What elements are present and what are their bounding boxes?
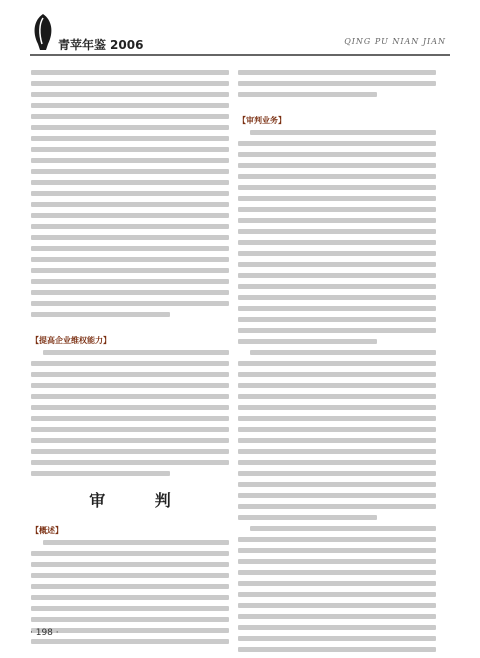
left-column bbox=[31, 70, 229, 650]
page-number: · 198 · bbox=[30, 628, 59, 638]
paragraph-administrative-trials bbox=[238, 526, 436, 652]
page-header bbox=[0, 0, 480, 66]
paragraph-civil-trials bbox=[238, 350, 436, 520]
run-heading-overview: 【概述】 bbox=[31, 526, 63, 535]
paragraph-intro-continued bbox=[31, 70, 229, 317]
paragraph-enterprise-rights bbox=[31, 350, 229, 476]
paragraph-right-intro bbox=[238, 70, 436, 97]
paragraph-overview bbox=[31, 540, 229, 644]
brand-title bbox=[58, 36, 143, 53]
right-column bbox=[238, 70, 436, 658]
paragraph-criminal-trials bbox=[238, 130, 436, 344]
brand-year: 2006 bbox=[110, 38, 144, 52]
brand-logo-icon bbox=[30, 12, 56, 52]
brand-name: 青苹年鉴 bbox=[58, 38, 107, 52]
running-title: QING PU NIAN JIAN bbox=[344, 37, 446, 46]
run-heading-trial-work: 【审判业务】 bbox=[238, 116, 286, 125]
run-heading-enterprise-rights: 【提高企业维权能力】 bbox=[31, 336, 111, 345]
section-title: 审 判 bbox=[89, 491, 193, 510]
header-divider bbox=[30, 54, 450, 56]
